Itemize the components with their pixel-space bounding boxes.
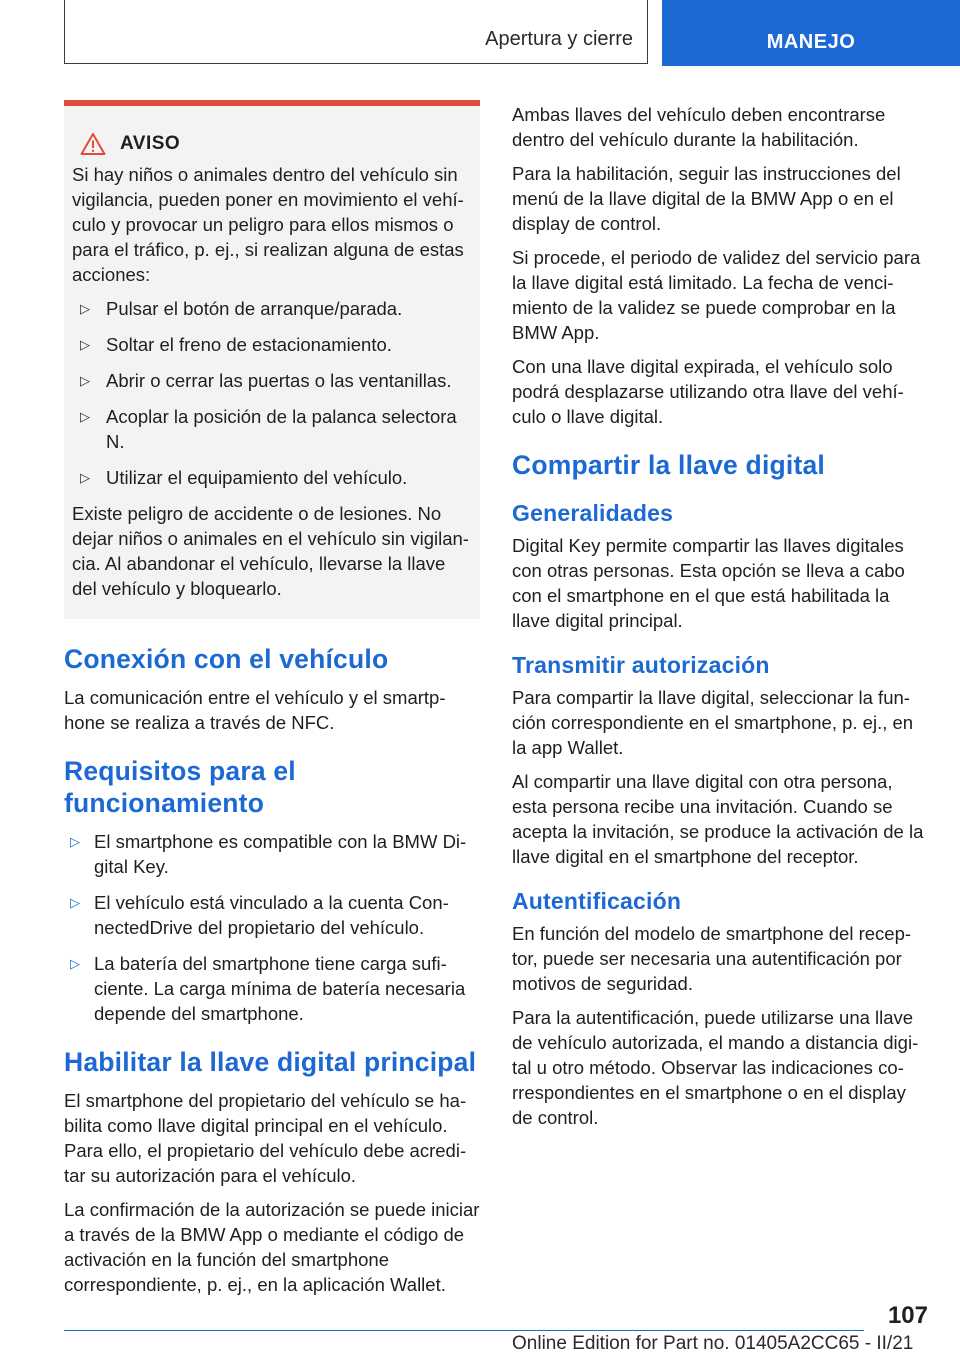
heading-compartir: Compartir la llave digital [512, 450, 825, 480]
warning-title: AVISO [120, 133, 181, 154]
list-item-text: Abrir o cerrar las puertas o las ventanillas. [106, 370, 452, 391]
bullet-triangle-icon: ▷ [80, 373, 90, 388]
list-item [72, 368, 472, 393]
warning-list [72, 296, 472, 490]
autentificacion-paragraph-2: Para la autentificación, puede utilizarse una llave de vehículo autorizada, el mando a distancia digital u otro método. Observar las indicaciones correspondientes en el smartphone o en el display de control. [512, 1007, 919, 1128]
paragraph-ambas-llaves: Ambas llaves del vehículo deben encontrarse dentro del vehículo durante la habilitación. [512, 104, 886, 150]
list-item-text: El smartphone es compatible con la BMW Digital Key. [94, 831, 467, 877]
list-item [72, 296, 472, 321]
section-title: Apertura y cierre [485, 28, 633, 50]
generalidades-text: Digital Key permite compartir las llaves digitales con otras personas. Esta opción se lleva a cabo con el smartphone en el que está habilitada la llave digital principal. [512, 535, 905, 631]
list-item-text: Soltar el freno de estacionamiento. [106, 334, 392, 355]
page-number: 107 [887, 1302, 928, 1329]
right-column [512, 102, 928, 1139]
list-item-text: Utilizar el equipamiento del vehículo. [106, 467, 408, 488]
warning-intro: Si hay niños o animales dentro del vehículo sin vigilancia, pueden poner en movimiento el vehículo y provocar un peligro para ellos mismos o para el tráfico, p. ej., si realizan alguna de estas acciones: [72, 164, 464, 285]
conexion-text: La comunicación entre el vehículo y el smartphone se realiza a través de NFC. [64, 687, 446, 733]
page-header [0, 0, 960, 66]
footer-edition: Online Edition for Part no. 01405A2CC65 - II/21 [512, 1333, 914, 1354]
list-item [64, 829, 480, 879]
paragraph-expirada: Con una llave digital expirada, el vehículo solo podrá desplazarse utilizando otra llave del vehículo o llave digital. [512, 356, 904, 427]
paragraph-validez: Si procede, el periodo de validez del servicio para la llave digital está limitado. La fecha de vencimiento de la validez se puede comprobar en la BMW App. [512, 247, 921, 343]
bullet-triangle-icon: ▷ [70, 834, 80, 849]
heading-requisitos: Requisitos para el funcionamiento [64, 756, 296, 818]
warning-box [64, 100, 480, 619]
list-item-text: Pulsar el botón de arranque/parada. [106, 298, 403, 319]
list-item-text: El vehículo está vinculado a la cuenta ConnectedDrive del propietario del vehículo. [94, 892, 449, 938]
list-item [64, 890, 480, 940]
bullet-triangle-icon: ▷ [80, 470, 90, 485]
habilitar-paragraph-2: La confirmación de la autorización se puede iniciar a través de la BMW App o mediante el código de activación en la función del smartphone correspondiente, p. ej., en la aplicación Wallet. [64, 1199, 480, 1295]
requisitos-list [64, 829, 480, 1026]
bullet-triangle-icon: ▷ [80, 337, 90, 352]
chapter-tab [662, 0, 960, 66]
footer-divider [64, 1330, 864, 1331]
bullet-triangle-icon: ▷ [80, 409, 90, 424]
habilitar-paragraph-1: El smartphone del propietario del vehículo se habilita como llave digital principal en el vehículo. Para ello, el propietario del vehículo debe acreditar su autorización para el vehículo. [64, 1090, 467, 1186]
warning-triangle-icon [80, 132, 106, 156]
list-item-text: Acoplar la posición de la palanca selectora N. [106, 406, 457, 452]
autentificacion-paragraph-1: En función del modelo de smartphone del receptor, puede ser necesaria una autentificación por motivos de seguridad. [512, 923, 912, 994]
list-item-text: La batería del smartphone tiene carga suficiente. La carga mínima de batería necesaria depende del smartphone. [94, 953, 466, 1024]
bullet-triangle-icon: ▷ [70, 895, 80, 910]
left-column [64, 100, 480, 1306]
transmitir-paragraph-2: Al compartir una llave digital con otra persona, esta persona recibe una invitación. Cuando se acepta la invitación, se produce la activación de la llave digital en el smartphone del receptor. [512, 771, 924, 867]
heading-transmitir: Transmitir autorización [512, 652, 770, 678]
list-item [72, 465, 472, 490]
list-item [64, 951, 480, 1026]
header-frame [64, 0, 648, 64]
warning-conclusion: Existe peligro de accidente o de lesiones. No dejar niños o animales en el vehículo sin vigilancia. Al abandonar el vehículo, llevarse la llave del vehículo y bloquearlo. [72, 503, 469, 599]
list-item [72, 404, 472, 454]
paragraph-habilitacion: Para la habilitación, seguir las instrucciones del menú de la llave digital de la BMW App o en el display de control. [512, 163, 901, 234]
list-item [72, 332, 472, 357]
heading-conexion: Conexión con el vehículo [64, 644, 389, 674]
bullet-triangle-icon: ▷ [80, 301, 90, 316]
requisitos-section [64, 829, 480, 1026]
chapter-label: MANEJO [766, 31, 856, 53]
heading-autentificacion: Autentificación [512, 888, 682, 914]
heading-habilitar: Habilitar la llave digital principal [64, 1047, 477, 1077]
heading-generalidades: Generalidades [512, 500, 674, 526]
transmitir-paragraph-1: Para compartir la llave digital, seleccionar la función correspondiente en el smartphone, p. ej., en la app Wallet. [512, 687, 914, 758]
warning-heading [72, 132, 472, 156]
bullet-triangle-icon: ▷ [70, 956, 80, 971]
